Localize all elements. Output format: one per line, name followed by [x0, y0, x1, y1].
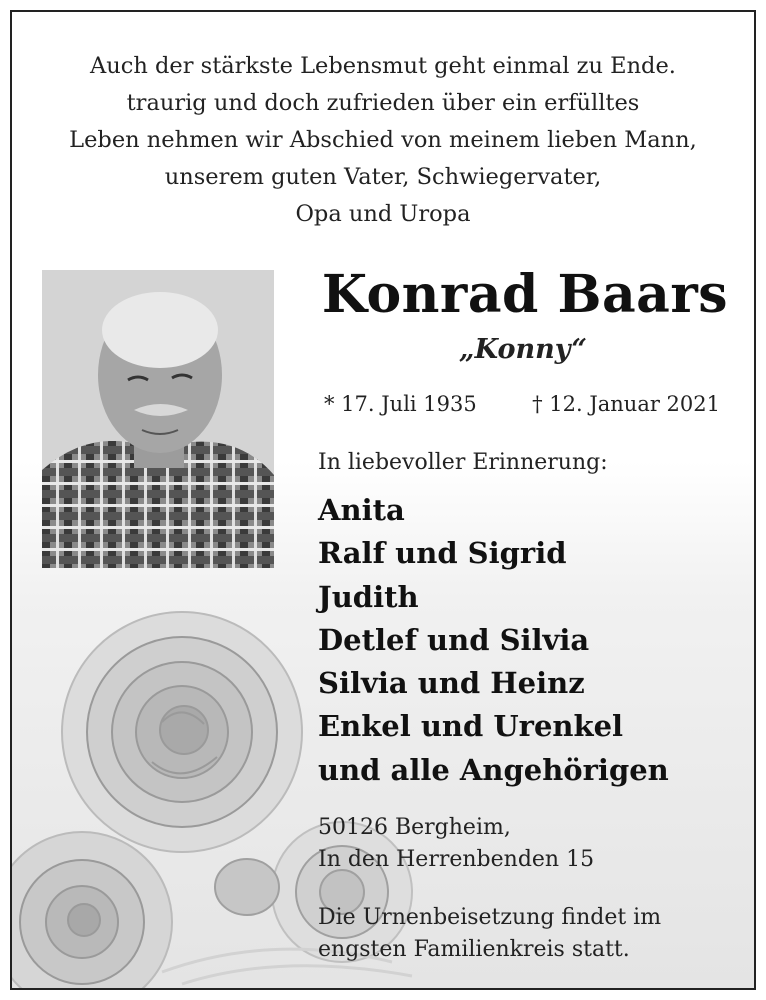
mourners-list [318, 489, 669, 792]
deceased-nickname: „Konny“ [459, 334, 587, 365]
burial-note [318, 902, 661, 966]
note-line: Die Urnenbeisetzung findet im [318, 905, 662, 930]
address-block [318, 812, 594, 876]
intro-line: Opa und Uropa [295, 201, 471, 227]
note-line: engsten Familienkreis statt. [318, 937, 630, 962]
birth-date: * 17. Juli 1935 [324, 392, 477, 416]
mourner-name: Judith [318, 579, 419, 614]
mourner-name: Silvia und Heinz [318, 666, 585, 701]
address-line: In den Herrenbenden 15 [318, 847, 595, 872]
deceased-name: Konrad Baars [321, 264, 728, 325]
rose-large [62, 612, 302, 852]
intro-line: Leben nehmen wir Abschied von meinem lieben Mann, [69, 127, 697, 153]
address-line: 50126 Bergheim, [318, 815, 511, 840]
portrait-photo [42, 270, 274, 568]
mourner-name: Anita [318, 493, 405, 527]
rose-bud [215, 859, 279, 915]
mourner-name: Enkel und Urenkel [318, 709, 624, 744]
death-date: † 12. Januar 2021 [532, 392, 720, 416]
memory-label: In liebevoller Erinnerung: [318, 450, 608, 475]
obituary-frame [10, 10, 756, 990]
mourner-name: Ralf und Sigrid [318, 536, 567, 571]
intro-text [12, 48, 754, 233]
mourner-name: Detlef und Silvia [318, 622, 590, 657]
intro-line: traurig und doch zufrieden über ein erfülltes [126, 90, 640, 116]
rose-small-left [12, 832, 172, 988]
mourner-name: und alle Angehörigen [318, 752, 669, 787]
intro-line: Auch der stärkste Lebensmut geht einmal zu Ende. [90, 53, 676, 79]
intro-line: unserem guten Vater, Schwiegervater, [164, 164, 602, 190]
